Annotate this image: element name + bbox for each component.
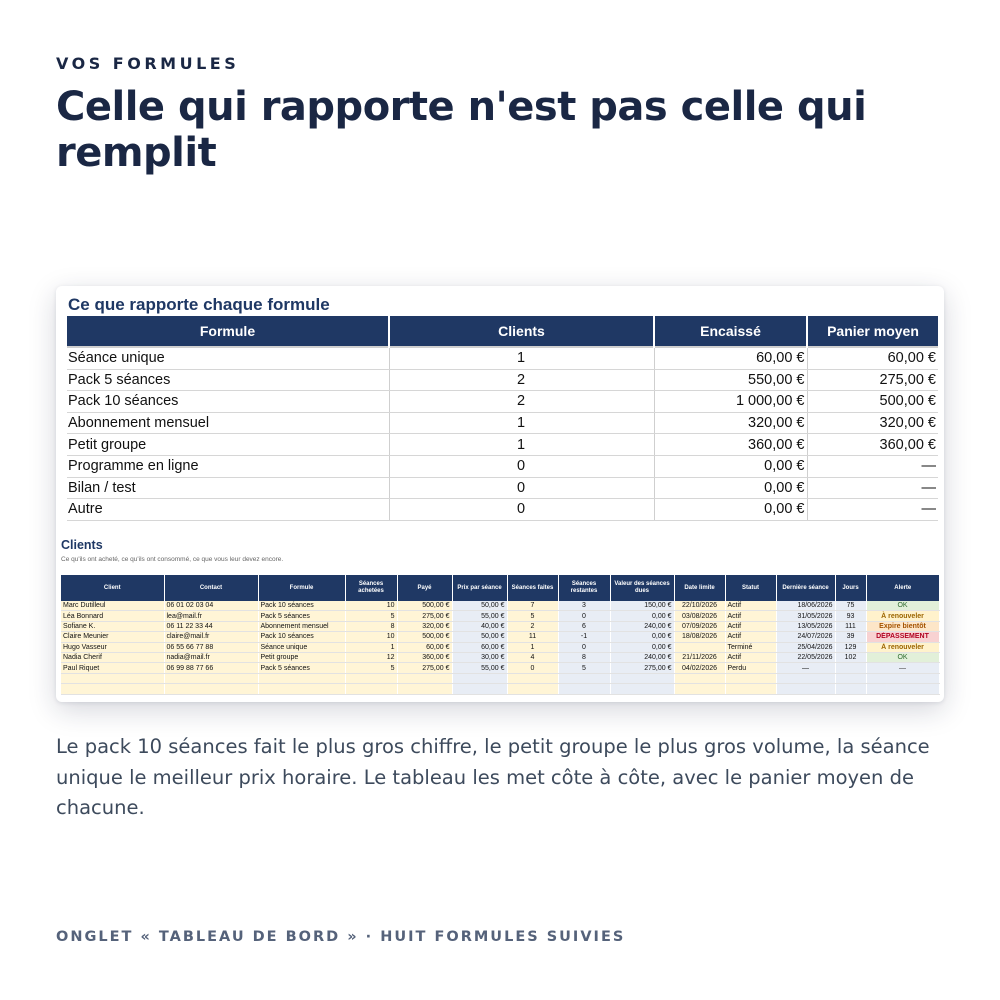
clients-cell: lea@mail.fr (164, 611, 258, 621)
clients-cell: 0,00 € (610, 611, 674, 621)
clients-header-cell: Payé (397, 575, 452, 601)
summary-cell-panier: 360,00 € (807, 434, 938, 456)
clients-cell: 275,00 € (397, 611, 452, 621)
clients-cell: Pack 10 séances (258, 601, 345, 611)
clients-empty-cell (452, 673, 507, 683)
summary-cell-encaisse: 550,00 € (654, 369, 807, 391)
summary-cell-formule: Pack 10 séances (67, 391, 389, 413)
summary-cell-formule: Séance unique (67, 347, 389, 369)
clients-cell: Actif (725, 601, 776, 611)
clients-cell: 93 (835, 611, 866, 621)
clients-cell: 150,00 € (610, 601, 674, 611)
clients-cell: Pack 5 séances (258, 611, 345, 621)
summary-cell-panier: — (807, 499, 938, 521)
clients-cell: 2 (507, 621, 558, 631)
clients-cell: Léa Bonnard (61, 611, 164, 621)
clients-subtitle: Ce qu'ils ont acheté, ce qu'ils ont consommé, ce que vous leur devez encore. (61, 556, 284, 563)
clients-cell: Hugo Vasseur (61, 642, 164, 652)
summary-cell-panier: — (807, 477, 938, 499)
summary-row (67, 369, 938, 391)
summary-cell-panier: 320,00 € (807, 412, 938, 434)
clients-cell: 6 (558, 621, 610, 631)
clients-body (61, 601, 939, 694)
summary-cell-clients: 1 (389, 434, 654, 456)
alert-badge: — (866, 663, 939, 673)
summary-body (67, 347, 938, 520)
clients-cell: 500,00 € (397, 632, 452, 642)
clients-empty-cell (345, 684, 397, 694)
clients-empty-cell (674, 673, 725, 683)
clients-empty-cell (61, 673, 164, 683)
alert-badge: À renouveler (866, 642, 939, 652)
clients-empty-cell (164, 684, 258, 694)
clients-row (61, 601, 939, 611)
summary-cell-formule: Petit groupe (67, 434, 389, 456)
clients-cell: Nadia Cherif (61, 652, 164, 662)
clients-cell: 75 (835, 601, 866, 611)
clients-cell: 03/08/2026 (674, 611, 725, 621)
clients-empty-cell (345, 673, 397, 683)
clients-cell: 7 (507, 601, 558, 611)
clients-cell: 06 01 02 03 04 (164, 601, 258, 611)
clients-cell: 8 (345, 621, 397, 631)
clients-empty-cell (776, 684, 835, 694)
clients-empty-cell (610, 673, 674, 683)
clients-empty-cell (725, 673, 776, 683)
clients-cell: 30,00 € (452, 652, 507, 662)
clients-cell: 50,00 € (452, 601, 507, 611)
clients-empty-cell (507, 684, 558, 694)
alert-badge: Expire bientôt (866, 621, 939, 631)
clients-cell: 25/04/2026 (776, 642, 835, 652)
clients-cell: 5 (507, 611, 558, 621)
summary-cell-panier: 60,00 € (807, 347, 938, 369)
summary-cell-encaisse: 1 000,00 € (654, 391, 807, 413)
clients-empty-cell (397, 673, 452, 683)
summary-cell-panier: 275,00 € (807, 369, 938, 391)
clients-empty-cell (558, 673, 610, 683)
summary-cell-formule: Bilan / test (67, 477, 389, 499)
clients-cell: 55,00 € (452, 611, 507, 621)
clients-header-cell: Séances achetées (345, 575, 397, 601)
clients-header-cell: Date limite (674, 575, 725, 601)
clients-header-cell: Dernière séance (776, 575, 835, 601)
summary-title: Ce que rapporte chaque formule (68, 295, 330, 314)
clients-cell: 102 (835, 652, 866, 662)
clients-cell: 39 (835, 632, 866, 642)
clients-cell: 111 (835, 621, 866, 631)
clients-row (61, 611, 939, 621)
summary-row (67, 499, 938, 521)
clients-empty-cell (507, 673, 558, 683)
clients-cell: 4 (507, 652, 558, 662)
clients-empty-cell (452, 684, 507, 694)
clients-cell: 360,00 € (397, 652, 452, 662)
clients-empty-cell (610, 684, 674, 694)
clients-row (61, 632, 939, 642)
clients-cell: 275,00 € (397, 663, 452, 673)
clients-header-cell: Contact (164, 575, 258, 601)
clients-cell: 129 (835, 642, 866, 652)
caption-text: Le pack 10 séances fait le plus gros chiffre, le petit groupe le plus gros volume, la séance unique le meilleur prix horaire. Le tableau les met côte à côte, avec le panier moyen de chacune. (56, 735, 930, 819)
clients-cell: 3 (558, 601, 610, 611)
clients-cell: 40,00 € (452, 621, 507, 631)
clients-cell: Marc Dutilleul (61, 601, 164, 611)
clients-cell: 10 (345, 632, 397, 642)
summary-cell-clients: 2 (389, 391, 654, 413)
alert-badge: À renouveler (866, 611, 939, 621)
summary-row (67, 477, 938, 499)
summary-cell-encaisse: 320,00 € (654, 412, 807, 434)
clients-cell: Actif (725, 652, 776, 662)
clients-empty-cell (674, 684, 725, 694)
clients-cell: 0,00 € (610, 632, 674, 642)
summary-cell-clients: 0 (389, 455, 654, 477)
page-headline: Celle qui rapporte n'est pas celle qui remplit (56, 84, 867, 176)
clients-title: Clients (61, 538, 103, 552)
clients-header-cell: Valeur des séances dues (610, 575, 674, 601)
summary-header-panier: Panier moyen (807, 316, 938, 347)
clients-cell: 12 (345, 652, 397, 662)
clients-cell: 5 (345, 663, 397, 673)
clients-cell: 1 (507, 642, 558, 652)
clients-cell: 0 (558, 642, 610, 652)
clients-header-cell: Séances faites (507, 575, 558, 601)
clients-empty-cell (835, 684, 866, 694)
summary-table (67, 316, 938, 521)
clients-cell (835, 663, 866, 673)
summary-cell-encaisse: 360,00 € (654, 434, 807, 456)
clients-empty-cell (558, 684, 610, 694)
clients-header-cell: Prix par séance (452, 575, 507, 601)
clients-empty-cell (725, 684, 776, 694)
clients-header-cell: Alerte (866, 575, 939, 601)
summary-row (67, 391, 938, 413)
clients-cell: 22/05/2026 (776, 652, 835, 662)
clients-cell: Sofiane K. (61, 621, 164, 631)
clients-cell: 0,00 € (610, 642, 674, 652)
clients-empty-row (61, 673, 939, 683)
clients-cell: 18/06/2026 (776, 601, 835, 611)
clients-empty-row (61, 684, 939, 694)
clients-cell: 5 (345, 611, 397, 621)
clients-cell: 04/02/2026 (674, 663, 725, 673)
clients-cell: 11 (507, 632, 558, 642)
clients-row (61, 663, 939, 673)
clients-header-row (61, 575, 939, 601)
clients-cell: Paul Riquet (61, 663, 164, 673)
clients-cell: 10 (345, 601, 397, 611)
summary-row (67, 347, 938, 369)
clients-cell: Actif (725, 621, 776, 631)
clients-cell: Abonnement mensuel (258, 621, 345, 631)
clients-header-cell: Formule (258, 575, 345, 601)
clients-empty-cell (164, 673, 258, 683)
clients-cell: 275,00 € (610, 663, 674, 673)
summary-cell-clients: 0 (389, 477, 654, 499)
summary-cell-clients: 0 (389, 499, 654, 521)
clients-row (61, 642, 939, 652)
clients-cell: Pack 10 séances (258, 632, 345, 642)
summary-header-encaisse: Encaissé (654, 316, 807, 347)
clients-cell: 13/05/2026 (776, 621, 835, 631)
clients-cell: 240,00 € (610, 621, 674, 631)
summary-cell-clients: 1 (389, 347, 654, 369)
clients-cell: Perdu (725, 663, 776, 673)
clients-cell: 50,00 € (452, 632, 507, 642)
summary-row (67, 412, 938, 434)
summary-cell-clients: 2 (389, 369, 654, 391)
summary-header-row (67, 316, 938, 347)
clients-cell: 60,00 € (397, 642, 452, 652)
clients-cell: 320,00 € (397, 621, 452, 631)
clients-cell: Pack 5 séances (258, 663, 345, 673)
clients-cell: — (776, 663, 835, 673)
clients-cell: Actif (725, 632, 776, 642)
summary-cell-encaisse: 0,00 € (654, 455, 807, 477)
clients-cell: 240,00 € (610, 652, 674, 662)
alert-badge: OK (866, 601, 939, 611)
clients-header-cell: Statut (725, 575, 776, 601)
clients-cell: 5 (558, 663, 610, 673)
alert-badge: OK (866, 652, 939, 662)
clients-empty-cell (835, 673, 866, 683)
summary-cell-formule: Pack 5 séances (67, 369, 389, 391)
clients-empty-cell (61, 684, 164, 694)
clients-cell: 60,00 € (452, 642, 507, 652)
clients-empty-cell (776, 673, 835, 683)
clients-cell: 1 (345, 642, 397, 652)
summary-cell-formule: Autre (67, 499, 389, 521)
summary-cell-encaisse: 0,00 € (654, 499, 807, 521)
clients-row (61, 621, 939, 631)
summary-cell-encaisse: 60,00 € (654, 347, 807, 369)
clients-empty-cell (258, 673, 345, 683)
clients-cell: 07/09/2026 (674, 621, 725, 631)
clients-cell: nadia@mail.fr (164, 652, 258, 662)
clients-cell: Claire Meunier (61, 632, 164, 642)
clients-row (61, 652, 939, 662)
clients-cell: 31/05/2026 (776, 611, 835, 621)
clients-cell: Terminé (725, 642, 776, 652)
clients-cell: 06 55 66 77 88 (164, 642, 258, 652)
clients-empty-cell (866, 673, 939, 683)
clients-cell: Séance unique (258, 642, 345, 652)
clients-cell: Actif (725, 611, 776, 621)
summary-cell-formule: Abonnement mensuel (67, 412, 389, 434)
summary-cell-encaisse: 0,00 € (654, 477, 807, 499)
clients-header-cell: Client (61, 575, 164, 601)
clients-cell: 500,00 € (397, 601, 452, 611)
clients-cell: 06 11 22 33 44 (164, 621, 258, 631)
summary-cell-panier: — (807, 455, 938, 477)
clients-empty-cell (866, 684, 939, 694)
spreadsheet-screenshot (56, 286, 944, 702)
summary-row (67, 434, 938, 456)
clients-cell: 0 (558, 611, 610, 621)
clients-empty-cell (258, 684, 345, 694)
summary-cell-clients: 1 (389, 412, 654, 434)
summary-cell-formule: Programme en ligne (67, 455, 389, 477)
summary-header-clients: Clients (389, 316, 654, 347)
clients-cell: Petit groupe (258, 652, 345, 662)
footer-label: ONGLET « TABLEAU DE BORD » · HUIT FORMULES SUIVIES (56, 929, 626, 945)
summary-header-formule: Formule (67, 316, 389, 347)
clients-cell: 55,00 € (452, 663, 507, 673)
summary-cell-panier: 500,00 € (807, 391, 938, 413)
clients-cell: 22/10/2026 (674, 601, 725, 611)
clients-table (61, 575, 940, 695)
clients-header-cell: Séances restantes (558, 575, 610, 601)
summary-row (67, 455, 938, 477)
clients-cell: -1 (558, 632, 610, 642)
clients-empty-cell (397, 684, 452, 694)
clients-cell (674, 642, 725, 652)
clients-cell: 21/11/2026 (674, 652, 725, 662)
clients-cell: 8 (558, 652, 610, 662)
clients-cell: 0 (507, 663, 558, 673)
eyebrow-label: VOS FORMULES (56, 54, 240, 73)
clients-cell: 06 99 88 77 66 (164, 663, 258, 673)
clients-header-cell: Jours (835, 575, 866, 601)
clients-cell: claire@mail.fr (164, 632, 258, 642)
clients-cell: 24/07/2026 (776, 632, 835, 642)
clients-cell: 18/08/2026 (674, 632, 725, 642)
alert-badge: DÉPASSEMENT (866, 632, 939, 642)
